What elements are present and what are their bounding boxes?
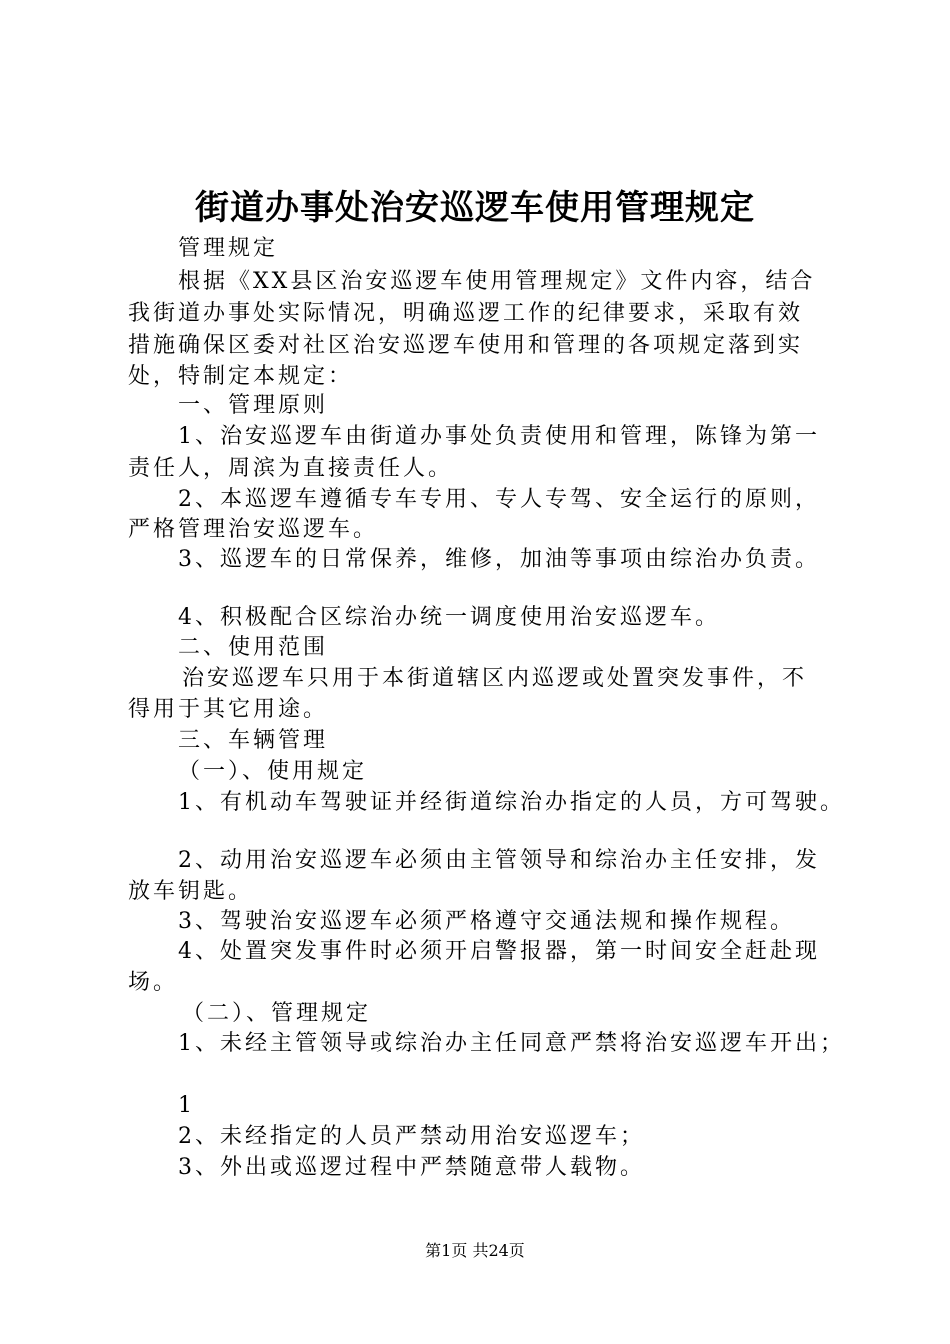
paragraph-line: 1、未经主管领导或综治办主任同意严禁将治安巡逻车开出； <box>178 1031 845 1056</box>
paragraph-line: 放车钥匙。 <box>128 879 254 904</box>
document-title: 街道办事处治安巡逻车使用管理规定 <box>195 188 755 228</box>
paragraph-line: 得用于其它用途。 <box>128 697 329 722</box>
page-number-inline: 1 <box>178 1093 195 1118</box>
paragraph-line: 措施确保区委对社区治安巡逻车使用和管理的各项规定落到实 <box>128 333 804 358</box>
paragraph-line: 2、动用治安巡逻车必须由主管领导和综治办主任安排，发 <box>178 848 820 873</box>
subsection-heading: （二）、管理规定 <box>182 1001 372 1026</box>
section-heading: 二、使用范围 <box>178 635 329 660</box>
subsection-heading: （一）、使用规定 <box>178 759 368 784</box>
paragraph-line: 管理规定 <box>178 236 279 261</box>
paragraph-line: 1、有机动车驾驶证并经街道综治办指定的人员，方可驾驶。 <box>178 790 845 815</box>
paragraph-line: 根据《XX县区治安巡逻车使用管理规定》文件内容，结合 <box>178 269 816 294</box>
paragraph-line: 3、外出或巡逻过程中严禁随意带人载物。 <box>178 1155 645 1180</box>
page-footer: 第1页 共24页 <box>425 1241 525 1260</box>
section-heading: 三、车辆管理 <box>178 728 329 753</box>
paragraph-line: 处，特制定本规定： <box>128 364 354 389</box>
paragraph-line: 2、未经指定的人员严禁动用治安巡逻车； <box>178 1124 645 1149</box>
paragraph-line: 场。 <box>128 970 179 995</box>
paragraph-line: 严格管理治安巡逻车。 <box>128 517 379 542</box>
section-heading: 一、管理原则 <box>178 393 329 418</box>
paragraph-line: 治安巡逻车只用于本街道辖区内巡逻或处置突发事件，不 <box>182 666 808 691</box>
paragraph-line: 1、治安巡逻车由街道办事处负责使用和管理，陈锋为第一 <box>178 424 820 449</box>
paragraph-line: 我街道办事处实际情况，明确巡逻工作的纪律要求，采取有效 <box>128 301 804 326</box>
paragraph-line: 4、处置突发事件时必须开启警报器，第一时间安全赶赴现 <box>178 939 820 964</box>
paragraph-line: 2、本巡逻车遵循专车专用、专人专驾、安全运行的原则， <box>178 487 820 512</box>
paragraph-line: 3、驾驶治安巡逻车必须严格遵守交通法规和操作规程。 <box>178 909 795 934</box>
paragraph-line: 3、巡逻车的日常保养，维修，加油等事项由综治办负责。 <box>178 547 820 572</box>
paragraph-line: 责任人，周滨为直接责任人。 <box>128 456 454 481</box>
paragraph-line: 4、积极配合区综治办统一调度使用治安巡逻车。 <box>178 605 720 630</box>
